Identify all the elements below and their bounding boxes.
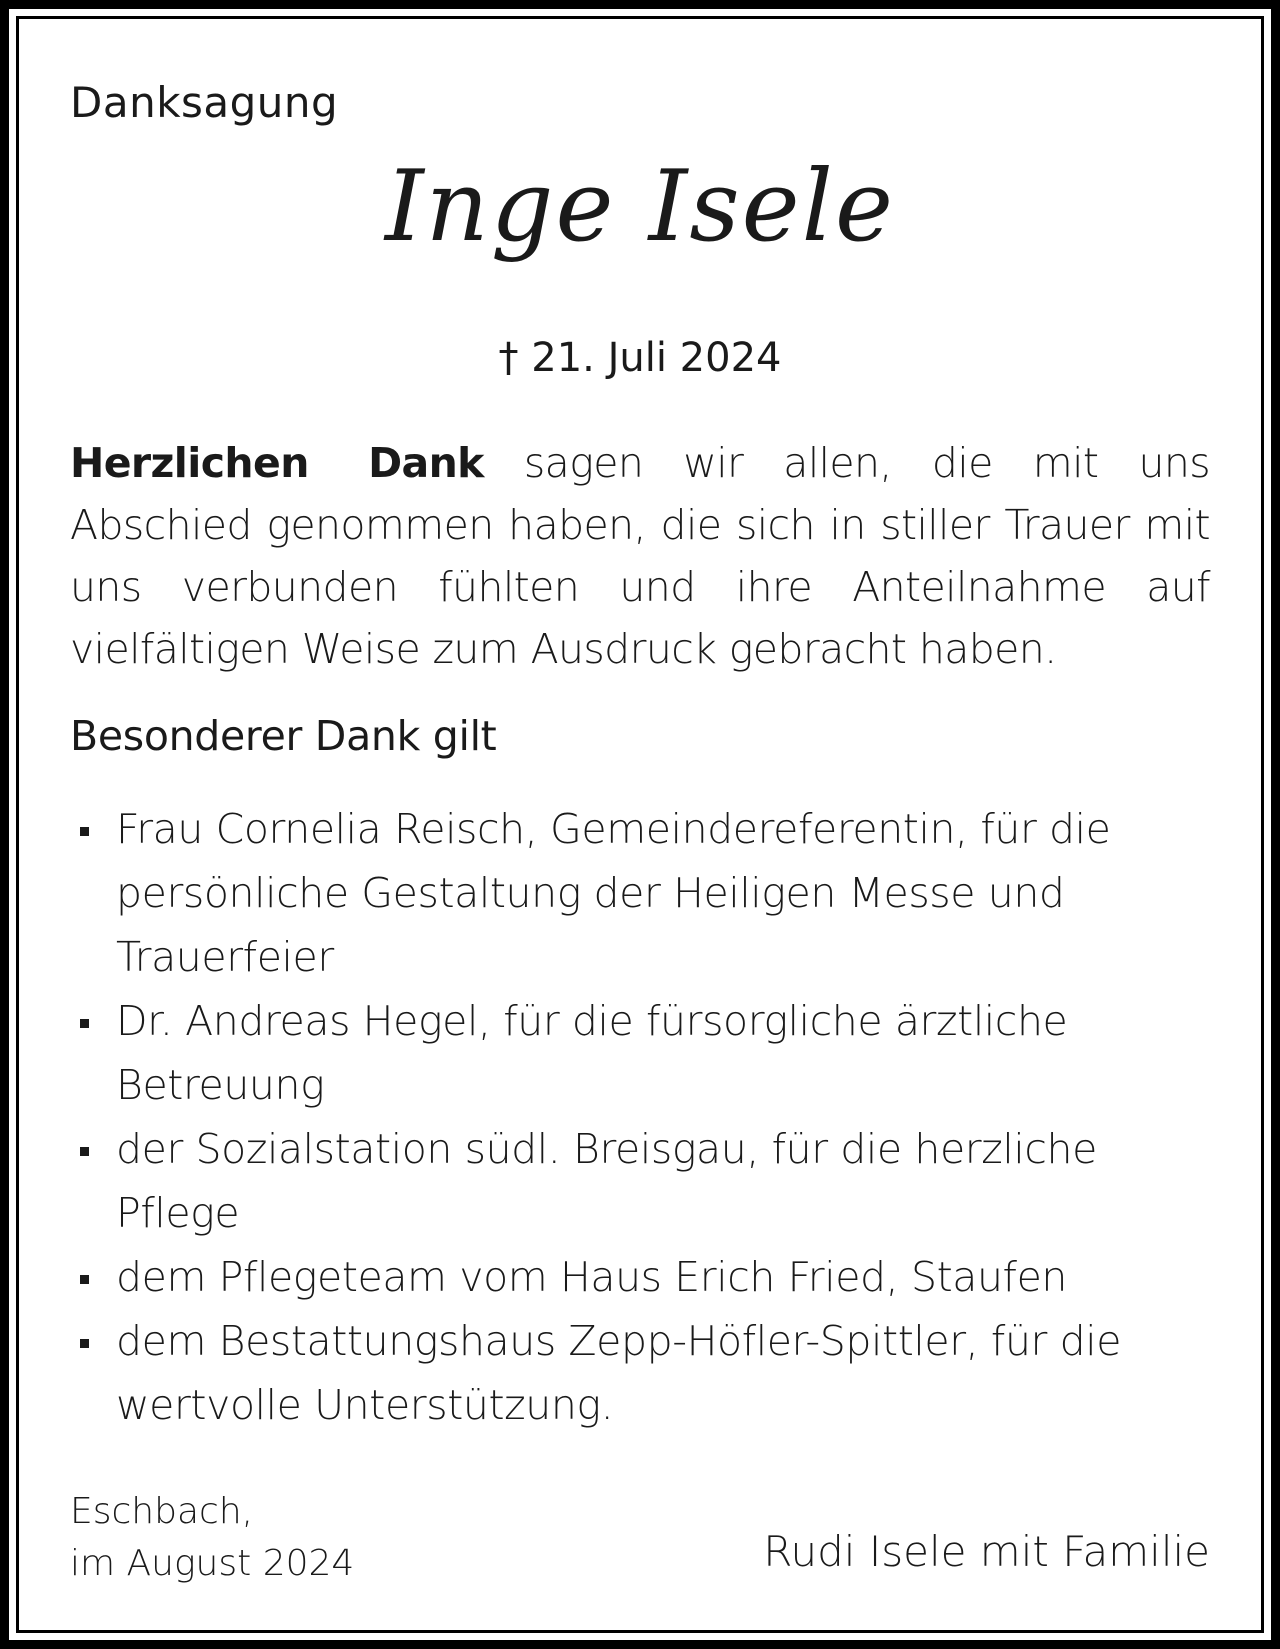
bullet-icon [80,1147,89,1156]
thanks-lead: Herzlichen Dank [70,439,484,487]
place: Eschbach, [70,1491,254,1532]
notice-heading: Danksagung [70,78,339,127]
list-item [70,1245,1210,1309]
deceased-name: Inge Isele [384,150,896,264]
thanks-paragraph [70,432,1210,680]
bullet-icon [80,827,89,836]
list-item [70,1309,1210,1437]
list-item-text: der Sozialstation südl. Breisgau, für die herzliche Pflege [116,1125,1097,1237]
bullet-icon [80,1019,89,1028]
death-date: † 21. Juli 2024 [498,335,782,381]
special-thanks-heading: Besonderer Dank gilt [70,712,497,760]
bullet-icon [80,1339,89,1348]
signature: Rudi Isele mit Familie [763,1527,1210,1576]
notice-date: im August 2024 [70,1543,355,1584]
list-item [70,1117,1210,1245]
list-item [70,797,1210,989]
bullet-icon [80,1275,89,1284]
list-item-text: Frau Cornelia Reisch, Gemeindereferentin, für die persönliche Gestaltung der Heiligen Messe und Trauerfeier [116,805,1111,981]
list-item-text: Dr. Andreas Hegel, für die fürsorgliche ärztliche Betreuung [116,997,1068,1109]
place-and-date [70,1486,354,1590]
list-item [70,989,1210,1117]
thanks-text: sagen wir allen, die mit uns Abschied genommen haben, die sich in stiller Trauer mit uns verbunden fühlten und ihre Anteilnahme auf vielfältigen Weise zum Ausdruck gebracht haben. [70,439,1210,673]
list-item-text: dem Pflegeteam vom Haus Erich Fried, Staufen [116,1253,1068,1301]
list-item-text: dem Bestattungshaus Zepp-Höfler-Spittler, für die wertvolle Unterstützung. [116,1317,1122,1429]
thanks-list [70,797,1210,1437]
